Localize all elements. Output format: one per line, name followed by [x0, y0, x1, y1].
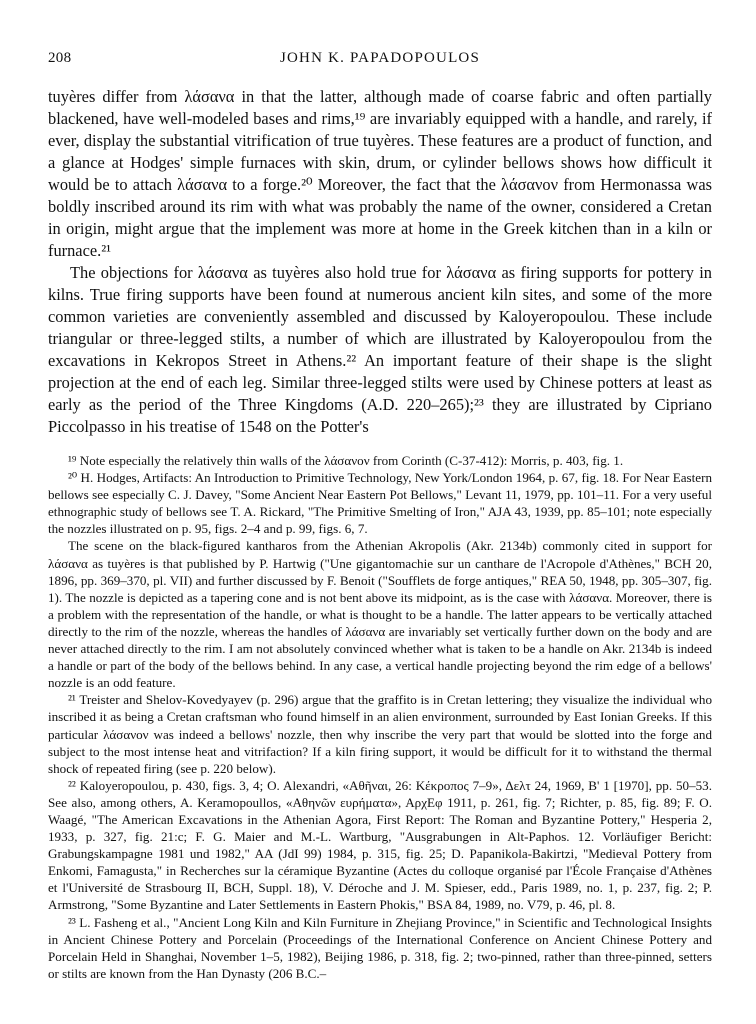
footnote-20: ²⁰ H. Hodges, Artifacts: An Introduction to Primitive Technology, New York/London 1964, p. 67, fig. 18. For Near Eastern bellows see especially C. J. Davey, "Some Ancient Near Eastern Pot Bellows," Levant 11, 1979, pp. 101–11. For a very useful ethnographic study of bellows see T. A. Rickard, "The Primitive Smelting of Iron," AJA 43, 1939, pp. 85–101; note especially the nozzles illustrated on p. 95, figs. 2–4 and p. 99, figs. 6, 7. [48, 470, 712, 537]
page-number: 208 [48, 50, 72, 66]
body-paragraph: tuyères differ from λάσανα in that the latter, although made of coarse fabric and often partially blackened, have well-modeled bases and rims,¹⁹ are invariably equipped with a handle, and rarely, if ever, display the substantial vitrification of true tuyères. These features are a product of function, and a glance at Hodges' simple furnaces with skin, drum, or cylinder bellows shows how difficult it would be to attach λάσανα to a forge.²⁰ Moreover, the fact that the λάσανον from Hermonassa was boldly inscribed around its rim with what was probably the name of the owner, considered a Cretan in origin, might argue that the implement was more at home in the Greek kitchen than in a kiln or furnace.²¹ [48, 87, 712, 260]
footnote-20-continued: The scene on the black-figured kantharos from the Athenian Akropolis (Akr. 2134b) commonly cited in support for λάσανα as tuyères is that published by P. Hartwig ("Une gigantomachie sur un canthare de l'Acropole d'Athènes," BCH 20, 1896, pp. 369–370, pl. VII) and further discussed by F. Benoit ("Soufflets de forge antiques," REA 50, 1948, pp. 305–307, fig. 1). The nozzle is depicted as a tapering cone and is not bent above its midpoint, as is the case with λάσανα. Moreover, there is a problem with the representation of the handle, or what is thought to be a handle. The latter appears to be vertically attached directly to the rim of the nozzle, whereas the handles of λάσανα are invariably set vertically further down on the body and are never attached directly to the rim. I am not absolutely convinced whether what is taken to be a handle on Akr. 2134b is indeed a handle or part of the body of the bellows behind. In any case, a vertical handle projecting beyond the rim edge of a bellows' nozzle is an odd feature. [48, 538, 712, 691]
running-head-author: JOHN K. PAPADOPOULOS [279, 50, 481, 66]
footnotes [48, 452, 712, 982]
body-text [48, 86, 712, 438]
footnote-22: ²² Kaloyeropoulou, p. 430, figs. 3, 4; O. Alexandri, «Αθῆναι, 26: Κέκροπος 7–9», Δελτ 24, 1969, B' 1 [1970], pp. 50–53. See also, among others, A. Keramopoullos, «Αθηνῶν ευρήματα», ΑρχΕφ 1911, p. 261, fig. 7; Richter, p. 85, fig. 89; F. O. Waagé, "The American Excavations in the Athenian Agora, First Report: The Roman and Byzantine Pottery," Hesperia 2, 1933, p. 327, fig. 21:c; F. G. Maier and M.-L. Wartburg, "Ausgrabungen in Alt-Paphos. 12. Vorläufiger Bericht: Grabungskampagne 1981 und 1982," AA (JdI 99) 1984, p. 315, fig. 25; D. Papanikola-Bakirtzi, "Medieval Pottery from Enkomi, Famagusta," in Recherches sur la céramique Byzantine (Actes du colloque organisé par l'École Française d'Athènes et l'Université de Strasbourg II, BCH, Suppl. 18), V. Déroche and J. M. Spieser, edd., Paris 1989, no. 1, p. 237, fig. 2; P. Armstrong, "Some Byzantine and Later Settlements in Eastern Phokis," BSA 84, 1989, no. V79, p. 46, pl. 8. [48, 777, 712, 913]
footnote-21: ²¹ Treister and Shelov-Kovedyayev (p. 296) argue that the graffito is in Cretan lettering; they visualize the individual who inscribed it as being a Cretan craftsman who found himself in an alien environment, surrounded by East Ionian Greeks. If this particular λάσανον was indeed a bellows' nozzle, then why inscribe the very part that would be slotted into the forge and subject to the most intense heat and vitrifaction? If a kiln firing support, it would be difficult for it to withstand the thermal shock of repeated firing (see p. 220 below). [48, 692, 712, 776]
footnote-23: ²³ L. Fasheng et al., "Ancient Long Kiln and Kiln Furniture in Zhejiang Province," in Scientific and Technological Insights in Ancient Chinese Pottery and Porcelain (Proceedings of the International Conference on Ancient Chinese Pottery and Porcelain Held in Shanghai, November 1–5, 1982), Beijing 1986, p. 318, fig. 2; two-pinned, rather than three-pinned, setters or stilts are known from the Han Dynasty (206 B.C.– [48, 914, 712, 981]
body-paragraph: The objections for λάσανα as tuyères also hold true for λάσανα as firing supports for pottery in kilns. True firing supports have been found at numerous ancient kiln sites, and some of the more common varieties are conveniently assembled and discussed by Kaloyeropoulou. These include triangular or three-legged stilts, a number of which are illustrated by Kaloyeropoulou from the excavations in Kekropos Street in Athens.²² An important feature of their shape is the slight projection at the end of each leg. Similar three-legged stilts were used by Chinese potters at least as early as the period of the Three Kingdoms (A.D. 220–265);²³ they are illustrated by Cipriano Piccolpasso in his treatise of 1548 on the Potter's [48, 263, 712, 436]
running-head [48, 50, 712, 72]
page [48, 50, 712, 982]
footnote-19: ¹⁹ Note especially the relatively thin walls of the λάσανον from Corinth (C-37-412): Morris, p. 403, fig. 1. [68, 453, 624, 468]
